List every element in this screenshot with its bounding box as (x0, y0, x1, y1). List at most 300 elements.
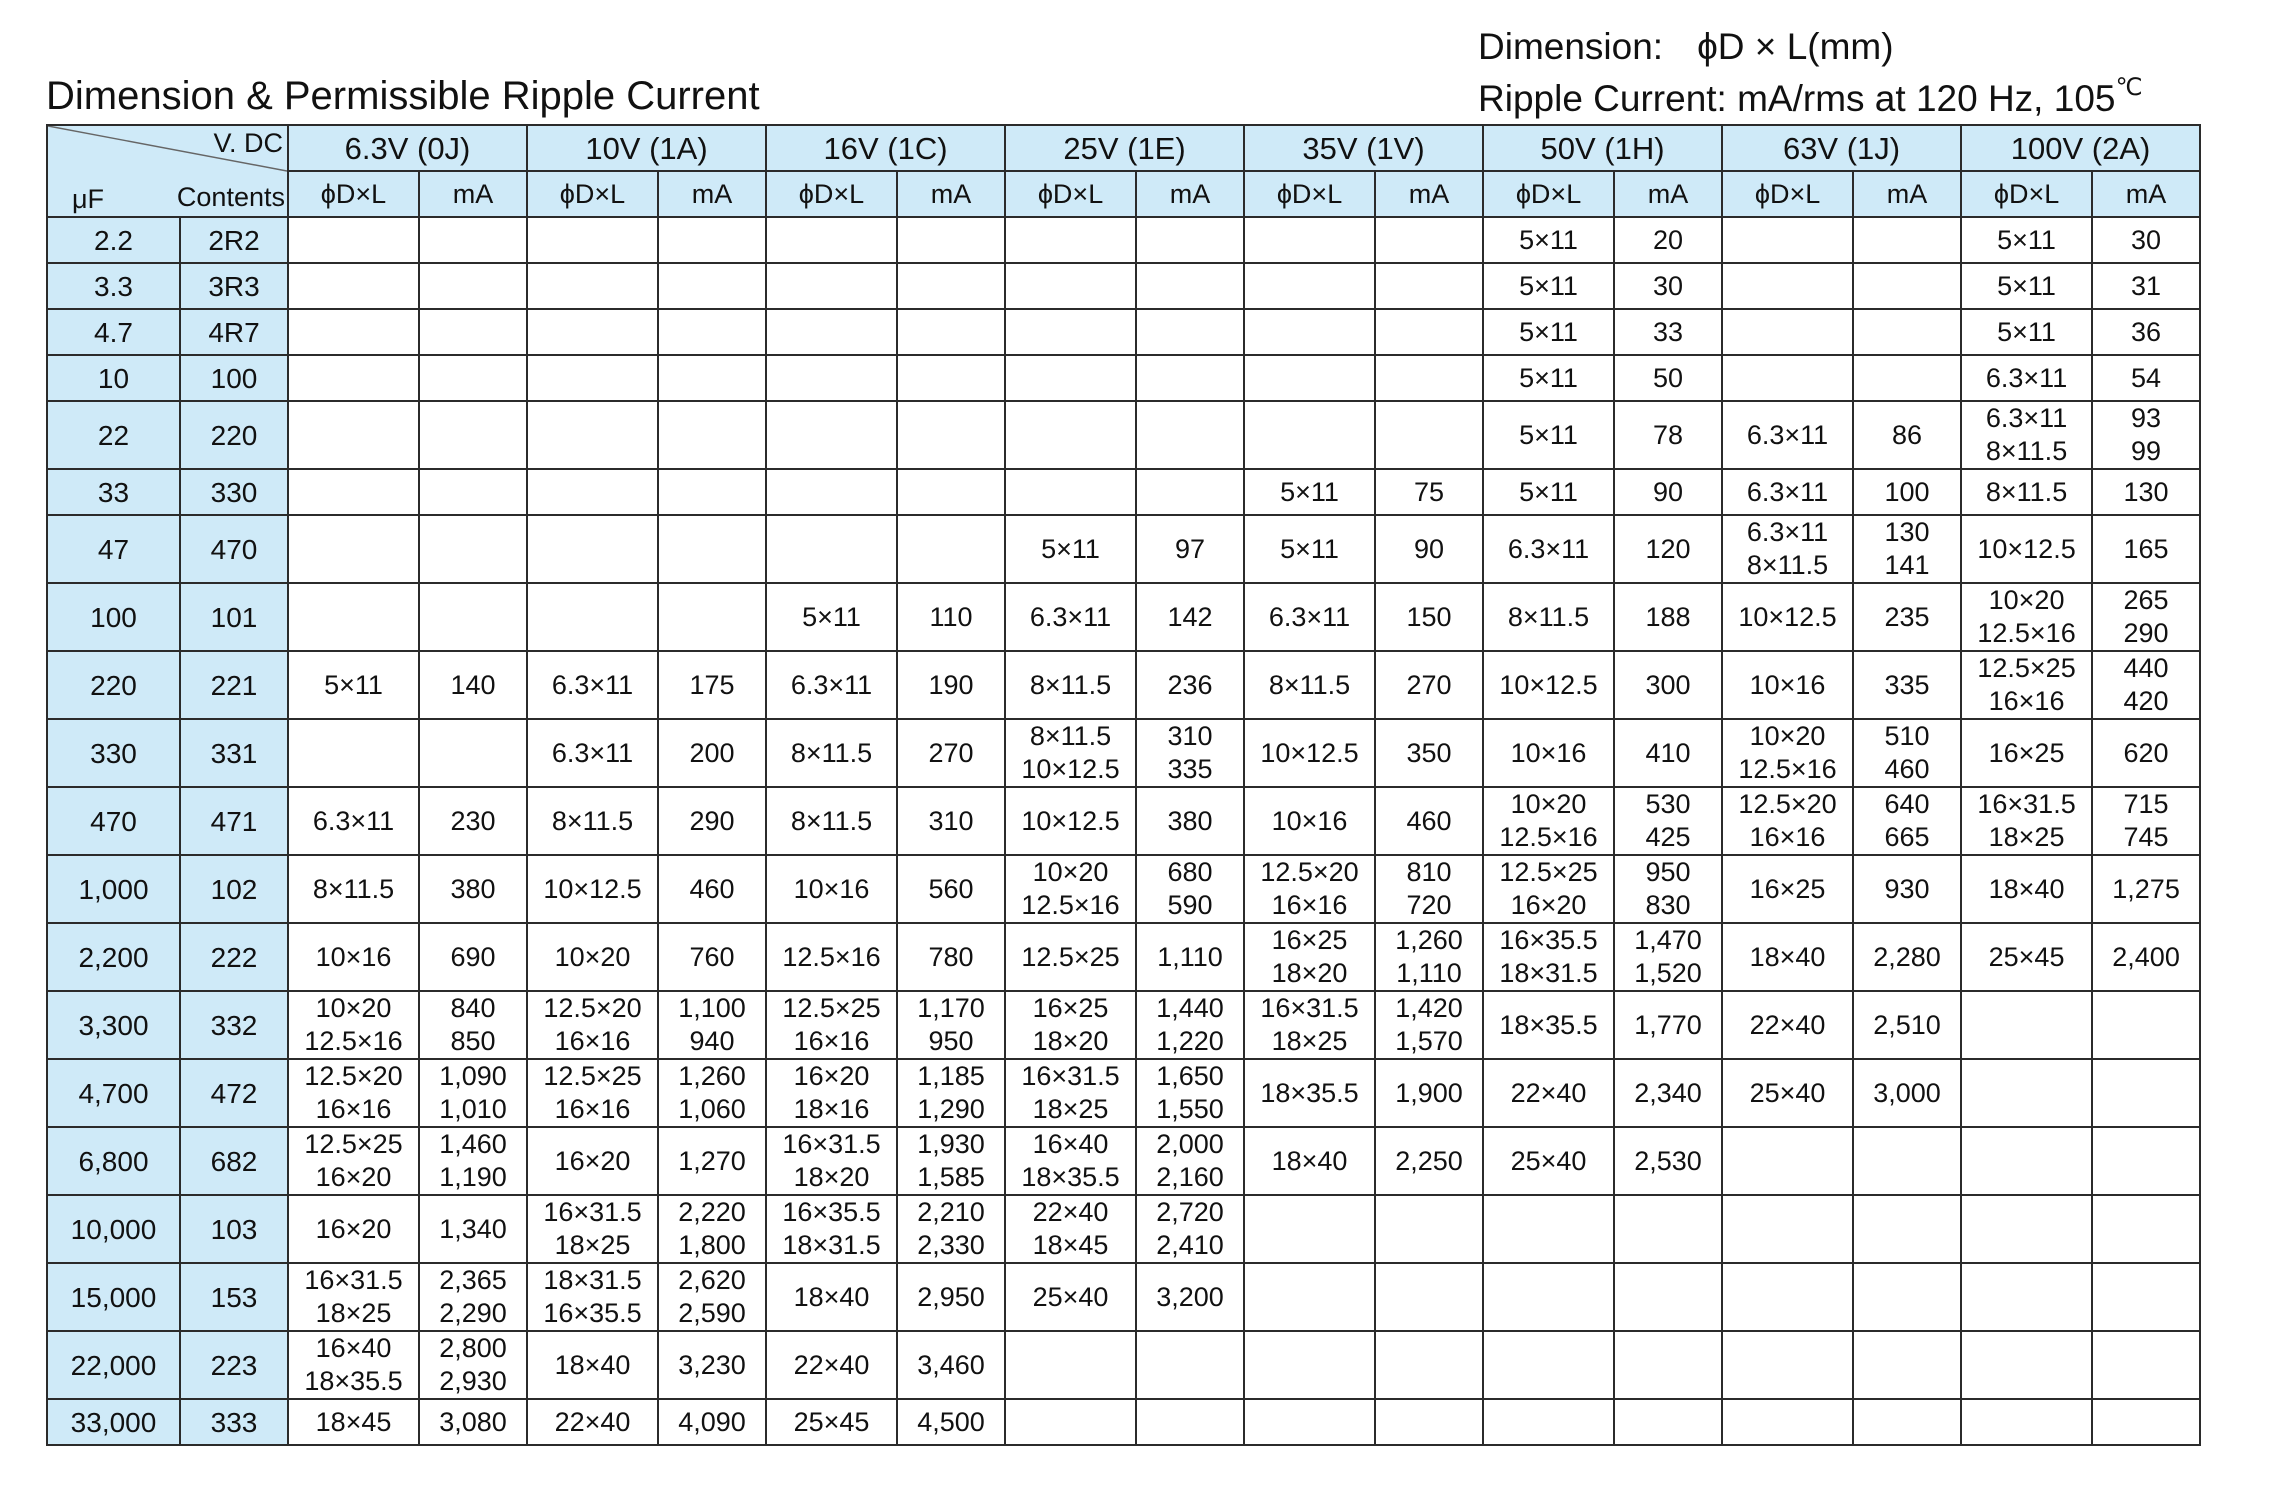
dimension-cell-line: 18×25 (1032, 1094, 1109, 1124)
ripple-current-cell (419, 217, 527, 263)
dimension-cell-line: 18×25 (1988, 822, 2065, 852)
dimension-cell: 12.5×25 (1005, 923, 1136, 991)
dimension-cell-line: 10×20 (1749, 721, 1826, 751)
capacitance-cell: 22 (47, 401, 180, 469)
dimension-cell (1961, 991, 2092, 1059)
ripple-current-cell (2092, 1059, 2200, 1127)
ripple-current-cell (2092, 1331, 2200, 1399)
dimension-cell (527, 217, 658, 263)
ripple-current-cell-line: 2,800 (439, 1333, 507, 1363)
ripple-current-cell: 380 (419, 855, 527, 923)
dimension-cell: 10×12.5 (1722, 583, 1853, 651)
dimension-cell: 6.3×11 (288, 787, 419, 855)
dimension-cell-line: 16×31.5 (1260, 993, 1359, 1023)
ripple-current-cell (1853, 1195, 1961, 1263)
ripple-current-cell: 290 (658, 787, 766, 855)
table-row (47, 719, 2200, 787)
dimension-cell: 5×11 (1005, 515, 1136, 583)
dimension-cell (527, 309, 658, 355)
dimension-cell (766, 1195, 897, 1263)
ripple-current-cell (1136, 309, 1244, 355)
ripple-current-cell-line: 2,220 (678, 1197, 746, 1227)
ripple-current-cell-line: 1,190 (439, 1162, 507, 1192)
dimension-cell: 10×16 (766, 855, 897, 923)
dimension-cell: 18×35.5 (1244, 1059, 1375, 1127)
dimension-cell: 18×35.5 (1483, 991, 1614, 1059)
capacitance-code-cell: 2R2 (180, 217, 288, 263)
ripple-current-cell: 2,530 (1614, 1127, 1722, 1195)
dimension-cell-line: 18×25 (1271, 1026, 1348, 1056)
dimension-cell-line: 16×20 (793, 1061, 870, 1091)
dimension-cell-line: 16×16 (1749, 822, 1826, 852)
ripple-current-cell: 165 (2092, 515, 2200, 583)
dimension-cell-line: 18×35.5 (1021, 1162, 1120, 1192)
ripple-current-cell (1136, 719, 1244, 787)
dimension-cell-line: 16×35.5 (1499, 925, 1598, 955)
ripple-current-cell: 1,770 (1614, 991, 1722, 1059)
ripple-current-cell-line: 1,220 (1156, 1026, 1224, 1056)
ripple-current-cell-line: 310 (1167, 721, 1213, 751)
capacitance-code-cell: 332 (180, 991, 288, 1059)
ripple-current-cell: 31 (2092, 263, 2200, 309)
ripple-current-cell: 4,500 (897, 1399, 1005, 1445)
ripple-current-cell (1375, 355, 1483, 401)
ripple-current-cell (419, 719, 527, 787)
dimension-cell (1483, 1399, 1614, 1445)
ripple-current-cell (658, 583, 766, 651)
dimension-cell-line: 12.5×16 (1977, 618, 2076, 648)
ripple-current-cell (1614, 1263, 1722, 1331)
ripple-current-cell (1375, 401, 1483, 469)
dimension-cell (1005, 1399, 1136, 1445)
ripple-current-cell: 142 (1136, 583, 1244, 651)
dimension-cell: 18×40 (1722, 923, 1853, 991)
dimension-cell-line: 18×31.5 (543, 1265, 642, 1295)
dimension-cell-line: 18×20 (793, 1162, 870, 1192)
ripple-current-cell (1136, 469, 1244, 515)
dimension-cell (1005, 855, 1136, 923)
dimension-cell (1722, 355, 1853, 401)
dimension-cell: 5×11 (1483, 309, 1614, 355)
uf-label: μF (72, 184, 105, 214)
ripple-current-cell (1136, 1127, 1244, 1195)
dimension-cell (766, 217, 897, 263)
ripple-current-cell (1375, 217, 1483, 263)
dimension-cell: 10×12.5 (1961, 515, 2092, 583)
dimension-cell (527, 1263, 658, 1331)
dimension-cell (288, 583, 419, 651)
ripple-current-cell (1853, 217, 1961, 263)
ripple-current-cell (897, 1195, 1005, 1263)
capacitance-code-cell: 222 (180, 923, 288, 991)
ripple-current-cell (1614, 1195, 1722, 1263)
ripple-current-cell: 930 (1853, 855, 1961, 923)
ripple-current-cell-line: 1,570 (1395, 1026, 1463, 1056)
ripple-current-cell: 140 (419, 651, 527, 719)
ripple-current-cell: 2,250 (1375, 1127, 1483, 1195)
ripple-current-cell (1614, 1399, 1722, 1445)
capacitance-code-cell: 223 (180, 1331, 288, 1399)
ripple-current-cell: 1,340 (419, 1195, 527, 1263)
ripple-current-cell-line: 2,590 (678, 1298, 746, 1328)
ripple-current-cell-line: 1,290 (917, 1094, 985, 1124)
dimension-cell-line: 18×31.5 (1499, 958, 1598, 988)
dimension-cell-line: 16×31.5 (1977, 789, 2076, 819)
ripple-current-cell (1614, 855, 1722, 923)
dimension-cell (527, 1195, 658, 1263)
dimension-cell (766, 991, 897, 1059)
capacitance-cell: 4.7 (47, 309, 180, 355)
dimension-cell: 5×11 (1483, 355, 1614, 401)
ripple-current-cell (897, 991, 1005, 1059)
ripple-current-cell (2092, 1399, 2200, 1445)
ripple-current-cell-line: 2,365 (439, 1265, 507, 1295)
dimension-cell-line: 18×25 (315, 1298, 392, 1328)
ripple-current-cell (658, 1195, 766, 1263)
ripple-current-cell-line: 130 (1884, 517, 1930, 547)
ripple-current-cell: 130 (2092, 469, 2200, 515)
ripple-current-cell: 2,280 (1853, 923, 1961, 991)
dimension-cell (1961, 1263, 2092, 1331)
dimension-cell (1005, 355, 1136, 401)
ripple-current-cell (1853, 1331, 1961, 1399)
dimension-cell-line: 12.5×25 (304, 1129, 403, 1159)
capacitance-cell: 33,000 (47, 1399, 180, 1445)
table-row (47, 355, 2200, 401)
dimension-cell (1722, 1331, 1853, 1399)
dimension-cell-line: 8×11.5 (1029, 721, 1112, 751)
dimension-cell (1005, 1059, 1136, 1127)
ripple-current-cell: 270 (1375, 651, 1483, 719)
ripple-current-cell: 200 (658, 719, 766, 787)
dimension-subheader: ϕD×L (288, 171, 419, 217)
ripple-current-cell: 2,340 (1614, 1059, 1722, 1127)
ripple-current-cell-line: 1,585 (917, 1162, 985, 1192)
dimension-cell (1244, 401, 1375, 469)
dimension-cell (1961, 583, 2092, 651)
ripple-current-cell (658, 309, 766, 355)
dimension-cell (288, 991, 419, 1059)
dimension-cell (1483, 855, 1614, 923)
dimension-cell (1961, 401, 2092, 469)
dimension-cell: 10×16 (288, 923, 419, 991)
ripple-current-cell (419, 355, 527, 401)
dimension-cell-line: 10×20 (1988, 585, 2065, 615)
dimension-cell: 8×11.5 (1483, 583, 1614, 651)
ripple-current-cell (2092, 787, 2200, 855)
ripple-unit: ℃ (2115, 74, 2143, 101)
dimension-cell-line: 12.5×25 (1977, 653, 2076, 683)
dimension-cell (1961, 651, 2092, 719)
dimension-cell: 22×40 (1483, 1059, 1614, 1127)
ripple-current-cell-line: 1,260 (678, 1061, 746, 1091)
dimension-cell: 10×12.5 (527, 855, 658, 923)
dimension-cell-line: 16×35.5 (543, 1298, 642, 1328)
dimension-cell (1005, 401, 1136, 469)
dimension-subheader: ϕD×L (1483, 171, 1614, 217)
dimension-cell (1961, 1399, 2092, 1445)
table-row (47, 469, 2200, 515)
dimension-cell: 25×40 (1483, 1127, 1614, 1195)
ripple-current-cell (1375, 1331, 1483, 1399)
dimension-cell: 5×11 (1483, 217, 1614, 263)
dimension-cell-line: 8×11.5 (1985, 436, 2068, 466)
capacitance-code-cell: 331 (180, 719, 288, 787)
capacitance-cell: 33 (47, 469, 180, 515)
table-row (47, 1059, 2200, 1127)
dimension-cell-line: 16×16 (315, 1094, 392, 1124)
ripple-current-cell (658, 1059, 766, 1127)
ripple-current-cell: 460 (658, 855, 766, 923)
ripple-current-cell: 120 (1614, 515, 1722, 583)
ripple-current-cell (1375, 1263, 1483, 1331)
dimension-cell-line: 6.3×11 (1746, 517, 1829, 547)
ripple-current-cell-line: 665 (1884, 822, 1930, 852)
contents-label: Contents (176, 182, 285, 212)
dimension-cell (1005, 217, 1136, 263)
ripple-current-cell (1853, 719, 1961, 787)
ripple-current-cell-line: 425 (1645, 822, 1691, 852)
dimension-cell-line: 16×40 (315, 1333, 392, 1363)
ripple-current-cell: 350 (1375, 719, 1483, 787)
ripple-current-cell (419, 263, 527, 309)
ripple-legend (1478, 76, 2142, 122)
ripple-current-cell (2092, 1263, 2200, 1331)
table-corner-header (47, 125, 288, 217)
voltage-header: 25V (1E) (1005, 125, 1244, 171)
ripple-current-cell (897, 401, 1005, 469)
dimension-cell: 8×11.5 (1005, 651, 1136, 719)
ripple-current-cell (1375, 1399, 1483, 1445)
dimension-cell (1244, 1399, 1375, 1445)
dimension-cell (288, 263, 419, 309)
dimension-cell (288, 1331, 419, 1399)
ripple-current-cell (897, 309, 1005, 355)
ripple-current-cell: 270 (897, 719, 1005, 787)
dimension-cell: 18×45 (288, 1399, 419, 1445)
ripple-current-cell (1136, 263, 1244, 309)
dimension-cell (1722, 1127, 1853, 1195)
dimension-cell (1722, 515, 1853, 583)
ripple-current-cell-line: 680 (1167, 857, 1213, 887)
dimension-cell: 8×11.5 (1244, 651, 1375, 719)
ripple-current-cell-line: 2,000 (1156, 1129, 1224, 1159)
ripple-current-cell: 20 (1614, 217, 1722, 263)
dimension-cell: 22×40 (527, 1399, 658, 1445)
ripple-current-cell (419, 583, 527, 651)
dimension-cell: 10×20 (527, 923, 658, 991)
ripple-current-cell: 188 (1614, 583, 1722, 651)
ripple-current-cell (1853, 355, 1961, 401)
table-row (47, 217, 2200, 263)
ripple-current-cell: 90 (1614, 469, 1722, 515)
dimension-cell (1722, 1195, 1853, 1263)
ripple-current-cell (658, 263, 766, 309)
ripple-current-cell: 86 (1853, 401, 1961, 469)
dimension-label: Dimension: (1478, 26, 1664, 67)
ripple-current-cell (1375, 263, 1483, 309)
ripple-current-cell (2092, 651, 2200, 719)
ma-subheader: mA (419, 171, 527, 217)
capacitance-cell: 2,200 (47, 923, 180, 991)
dimension-cell (1005, 309, 1136, 355)
dimension-cell: 18×40 (527, 1331, 658, 1399)
ripple-current-cell-line: 1,185 (917, 1061, 985, 1091)
ripple-current-cell: 690 (419, 923, 527, 991)
table-row (47, 401, 2200, 469)
dimension-subheader: ϕD×L (1961, 171, 2092, 217)
ripple-current-cell-line: 1,650 (1156, 1061, 1224, 1091)
ripple-current-cell-line: 745 (2123, 822, 2169, 852)
capacitance-cell: 10,000 (47, 1195, 180, 1263)
dimension-cell-line: 10×20 (1032, 857, 1109, 887)
ripple-current-cell-line: 99 (2131, 436, 2162, 466)
dimension-cell-line: 12.5×25 (543, 1061, 642, 1091)
dimension-cell (766, 355, 897, 401)
dimension-legend (1478, 24, 1894, 70)
ripple-current-cell (2092, 991, 2200, 1059)
ripple-current-cell (1375, 1195, 1483, 1263)
ripple-current-cell-line: 2,620 (678, 1265, 746, 1295)
ripple-current-cell-line: 1,110 (1396, 958, 1462, 988)
ripple-current-cell (1853, 309, 1961, 355)
ripple-current-cell (1136, 855, 1244, 923)
ripple-current-cell (2092, 1127, 2200, 1195)
table-row (47, 515, 2200, 583)
capacitance-code-cell: 4R7 (180, 309, 288, 355)
capacitance-code-cell: 100 (180, 355, 288, 401)
dimension-cell: 5×11 (1244, 469, 1375, 515)
dimension-cell: 18×40 (766, 1263, 897, 1331)
dimension-cell: 5×11 (1483, 263, 1614, 309)
dimension-cell: 25×45 (766, 1399, 897, 1445)
ripple-current-cell-line: 1,420 (1395, 993, 1463, 1023)
ma-subheader: mA (658, 171, 766, 217)
dimension-cell (1722, 263, 1853, 309)
table-row (47, 1263, 2200, 1331)
ripple-current-cell: 2,510 (1853, 991, 1961, 1059)
dimension-cell-line: 12.5×16 (1499, 822, 1598, 852)
ripple-current-cell-line: 950 (928, 1026, 974, 1056)
ripple-current-cell: 3,080 (419, 1399, 527, 1445)
dimension-cell (1961, 1331, 2092, 1399)
ripple-current-cell: 33 (1614, 309, 1722, 355)
ripple-current-cell-line: 1,800 (678, 1230, 746, 1260)
dimension-cell-line: 12.5×20 (1260, 857, 1359, 887)
ripple-current-cell: 150 (1375, 583, 1483, 651)
dimension-cell (1961, 1059, 2092, 1127)
dimension-cell-line: 16×16 (554, 1094, 631, 1124)
dimension-cell (1244, 855, 1375, 923)
ripple-current-cell: 1,110 (1136, 923, 1244, 991)
ripple-current-cell-line: 2,720 (1156, 1197, 1224, 1227)
dimension-cell: 16×25 (1961, 719, 2092, 787)
dimension-cell: 5×11 (288, 651, 419, 719)
ma-subheader: mA (1136, 171, 1244, 217)
ripple-current-cell (2092, 1195, 2200, 1263)
ripple-current-cell (419, 401, 527, 469)
ripple-current-cell (1853, 787, 1961, 855)
ripple-current-cell-line: 1,100 (678, 993, 746, 1023)
ma-subheader: mA (2092, 171, 2200, 217)
ripple-current-cell: 235 (1853, 583, 1961, 651)
dimension-cell: 10×16 (1722, 651, 1853, 719)
ma-subheader: mA (1375, 171, 1483, 217)
ripple-current-cell-line: 1,170 (917, 993, 985, 1023)
dimension-cell: 5×11 (1483, 469, 1614, 515)
dimension-cell (1005, 719, 1136, 787)
dimension-cell (1244, 355, 1375, 401)
ripple-current-cell: 50 (1614, 355, 1722, 401)
ripple-current-cell (419, 515, 527, 583)
dimension-cell-line: 8×11.5 (1746, 550, 1829, 580)
ripple-current-cell: 2,950 (897, 1263, 1005, 1331)
dimension-cell-line: 22×40 (1032, 1197, 1109, 1227)
ripple-current-cell: 236 (1136, 651, 1244, 719)
ripple-current-cell (897, 1059, 1005, 1127)
page-title: Dimension & Permissible Ripple Current (46, 74, 760, 118)
dimension-cell: 25×40 (1005, 1263, 1136, 1331)
capacitance-cell: 220 (47, 651, 180, 719)
ripple-current-cell: 110 (897, 583, 1005, 651)
dimension-cell (288, 309, 419, 355)
ripple-current-cell: 300 (1614, 651, 1722, 719)
table-row (47, 309, 2200, 355)
dimension-cell: 16×25 (1722, 855, 1853, 923)
dimension-cell: 12.5×16 (766, 923, 897, 991)
ripple-current-cell-line: 590 (1167, 890, 1213, 920)
dimension-cell (527, 515, 658, 583)
ripple-current-cell-line: 141 (1884, 550, 1930, 580)
dimension-cell (1722, 1399, 1853, 1445)
dimension-cell: 18×40 (1244, 1127, 1375, 1195)
dimension-cell (1244, 923, 1375, 991)
dimension-subheader: ϕD×L (1244, 171, 1375, 217)
voltage-header: 50V (1H) (1483, 125, 1722, 171)
dimension-cell: 8×11.5 (766, 787, 897, 855)
dimension-cell-line: 12.5×16 (304, 1026, 403, 1056)
ripple-current-cell (1136, 401, 1244, 469)
dimension-cell (288, 1263, 419, 1331)
capacitance-code-cell: 470 (180, 515, 288, 583)
dimension-cell (1722, 217, 1853, 263)
ripple-current-cell: 380 (1136, 787, 1244, 855)
dimension-cell: 8×11.5 (766, 719, 897, 787)
capacitance-cell: 47 (47, 515, 180, 583)
ripple-current-cell-line: 1,520 (1634, 958, 1702, 988)
ma-subheader: mA (897, 171, 1005, 217)
dimension-cell (1005, 1331, 1136, 1399)
ripple-current-cell-line: 290 (2123, 618, 2169, 648)
dimension-cell (1005, 991, 1136, 1059)
ripple-current-cell (658, 217, 766, 263)
dimension-cell: 6.3×11 (1005, 583, 1136, 651)
ripple-current-cell: 1,275 (2092, 855, 2200, 923)
ripple-current-cell (658, 469, 766, 515)
dimension-cell-line: 16×31.5 (543, 1197, 642, 1227)
dimension-cell-line: 10×20 (315, 993, 392, 1023)
ripple-current-cell (897, 355, 1005, 401)
dimension-subheader: ϕD×L (527, 171, 658, 217)
ripple-current-cell-line: 335 (1167, 754, 1213, 784)
ma-subheader: mA (1614, 171, 1722, 217)
voltage-header: 6.3V (0J) (288, 125, 527, 171)
dimension-cell (288, 719, 419, 787)
ripple-current-cell-line: 265 (2123, 585, 2169, 615)
ripple-current-cell (419, 309, 527, 355)
capacitance-code-cell: 682 (180, 1127, 288, 1195)
dimension-subheader: ϕD×L (766, 171, 897, 217)
